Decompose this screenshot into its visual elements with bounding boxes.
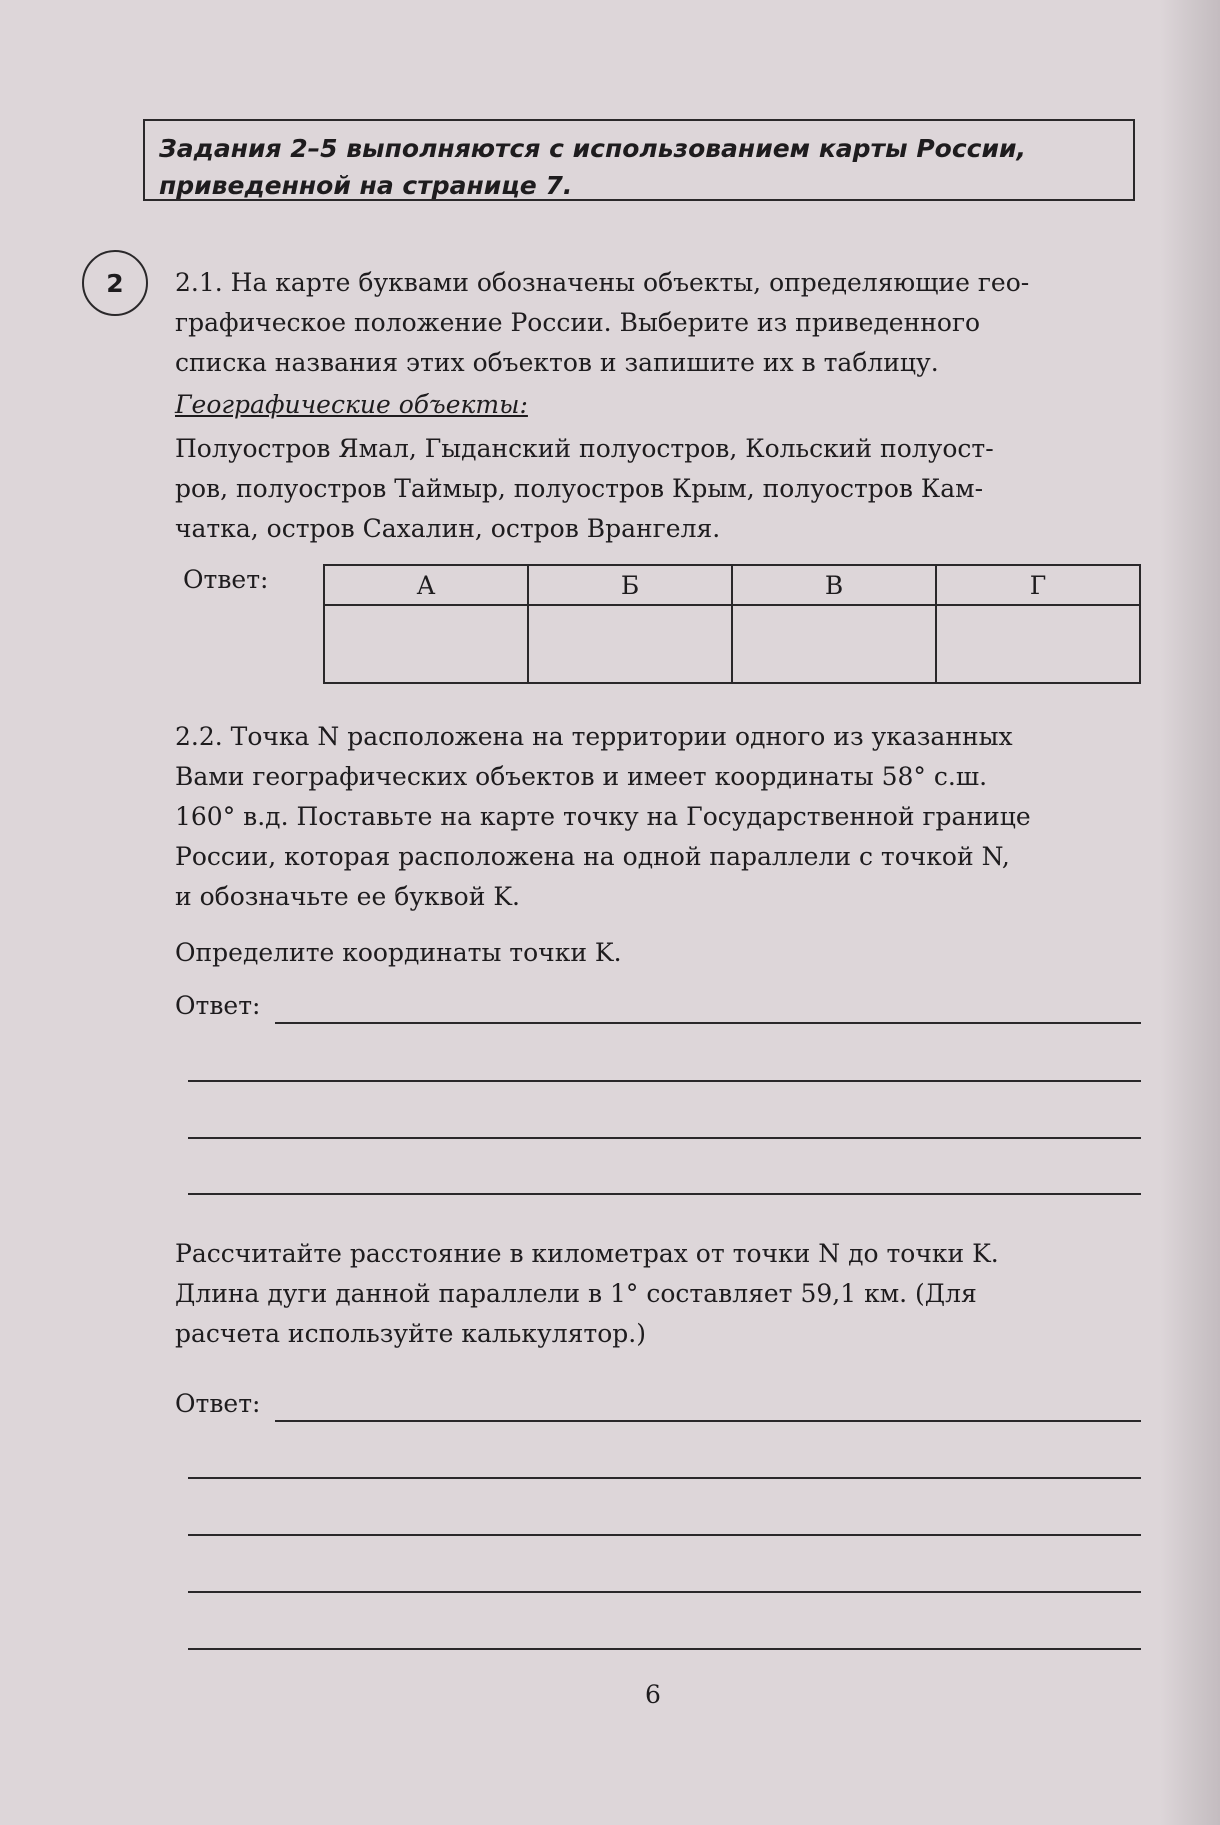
table-header-a: А — [324, 565, 528, 605]
table-header-v: В — [732, 565, 936, 605]
text-line: графическое положение России. Выберите из приведенного — [175, 308, 981, 337]
text-line: чатка, остров Сахалин, остров Врангеля. — [175, 514, 721, 543]
answer-line[interactable] — [188, 1477, 1141, 1479]
instructions-header — [143, 119, 1135, 201]
text-line: Длина дуги данной параллели в 1° составляет 59,1 км. (Для — [175, 1279, 977, 1308]
answer-table — [323, 564, 1141, 684]
text-line: России, которая расположена на одной параллели с точкой N, — [175, 842, 1010, 871]
text-line: расчета используйте калькулятор.) — [175, 1319, 646, 1348]
answer-line[interactable] — [188, 1193, 1141, 1195]
objects-list — [175, 429, 1140, 549]
header-line-1: Задания 2–5 выполняются с использованием карты России, — [159, 134, 1027, 163]
text-line: и обозначьте ее буквой K. — [175, 882, 520, 911]
answer-cell-v[interactable] — [732, 605, 936, 683]
objects-title: Географические объекты: — [175, 390, 528, 419]
table-header-b: Б — [528, 565, 732, 605]
text-line: 2.2. Точка N расположена на территории одного из указанных — [175, 722, 1013, 751]
answer-cell-b[interactable] — [528, 605, 732, 683]
answer-line[interactable] — [275, 1420, 1141, 1422]
task-2-1-text — [175, 263, 1140, 383]
task-2-2-text — [175, 717, 1140, 917]
answer-line[interactable] — [188, 1080, 1141, 1082]
text-line: 160° в.д. Поставьте на карте точку на Государственной границе — [175, 802, 1031, 831]
answer-label-distance: Ответ: — [175, 1389, 261, 1418]
answer-cell-g[interactable] — [936, 605, 1140, 683]
answer-line[interactable] — [275, 1022, 1141, 1024]
answer-label-2-1: Ответ: — [183, 565, 269, 594]
text-line: Полуостров Ямал, Гыданский полуостров, Кольский полуост- — [175, 434, 994, 463]
answer-cell-a[interactable] — [324, 605, 528, 683]
text-line: ров, полуостров Таймыр, полуостров Крым, полуостров Кам- — [175, 474, 984, 503]
text-line: Вами географических объектов и имеет координаты 58° с.ш. — [175, 762, 988, 791]
page-number: 6 — [645, 1680, 661, 1709]
table-header-g: Г — [936, 565, 1140, 605]
question-coordinates: Определите координаты точки K. — [175, 938, 622, 967]
page-edge-shadow — [1160, 0, 1220, 1825]
answer-label-2-2: Ответ: — [175, 991, 261, 1020]
text-line: Рассчитайте расстояние в километрах от точки N до точки K. — [175, 1239, 999, 1268]
text-line: списка названия этих объектов и запишите их в таблицу. — [175, 348, 939, 377]
answer-line[interactable] — [188, 1534, 1141, 1536]
answer-line[interactable] — [188, 1137, 1141, 1139]
answer-line[interactable] — [188, 1591, 1141, 1593]
answer-line[interactable] — [188, 1648, 1141, 1650]
task-distance-text — [175, 1234, 1140, 1354]
text-line: 2.1. На карте буквами обозначены объекты, определяющие гео- — [175, 268, 1030, 297]
header-line-2: приведенной на странице 7. — [159, 171, 573, 200]
task-number-badge: 2 — [82, 250, 148, 316]
